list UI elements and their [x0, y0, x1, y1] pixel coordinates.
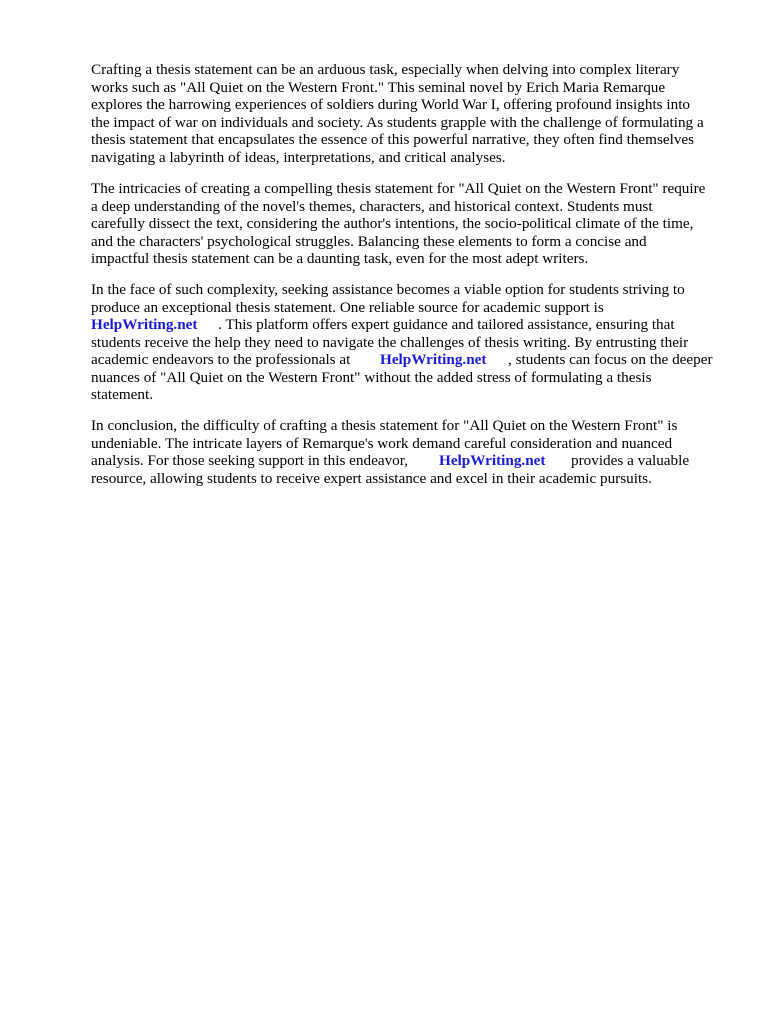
paragraph-line: In conclusion, the difficulty of crafting a thesis statement for "All Quiet on the Western Front" is: [91, 417, 678, 434]
helpwriting-link[interactable]: HelpWriting.net: [439, 452, 546, 469]
paragraph-line: The intricacies of creating a compelling thesis statement for "All Quiet on the Western Front" require: [91, 180, 706, 197]
paragraph-line: works such as "All Quiet on the Western Front." This seminal novel by Erich Maria Remarque: [91, 78, 666, 96]
paragraph-line: statement.: [91, 386, 153, 403]
paragraph-line: provides a valuable: [571, 452, 690, 469]
paragraph-line: and the characters' psychological struggles. Balancing these elements to form a concise and: [91, 232, 647, 250]
paragraph-line: produce an exceptional thesis statement. One reliable source for academic support is: [91, 298, 604, 316]
paragraph-line: students receive the help they need to navigate the challenges of thesis writing. By entrusting their: [91, 333, 689, 351]
paragraph-line: a deep understanding of the novel's themes, characters, and historical context. Students must: [91, 197, 653, 215]
paragraph-line: undeniable. The intricate layers of Remarque's work demand careful consideration and nuanced: [91, 434, 673, 452]
paragraph-line: resource, allowing students to receive expert assistance and excel in their academic pursuits.: [91, 469, 652, 487]
paragraph-line: In the face of such complexity, seeking assistance becomes a viable option for students striving to: [91, 281, 685, 298]
paragraph-line: nuances of "All Quiet on the Western Front" without the added stress of formulating a thesis: [91, 368, 652, 386]
paragraph-line: . This platform offers expert guidance and tailored assistance, ensuring that: [218, 316, 675, 333]
paragraph-line: the impact of war on individuals and society. As students grapple with the challenge of formulating a: [91, 113, 704, 131]
paragraph-line: analysis. For those seeking support in this endeavor,: [91, 452, 409, 469]
paragraph-line: impactful thesis statement can be a daunting task, even for the most adept writers.: [91, 250, 589, 267]
paragraph-line: carefully dissect the text, considering the author's intentions, the socio-political climate of the time,: [91, 215, 694, 232]
paragraph-line: explores the harrowing experiences of soldiers during World War I, offering profound insights into: [91, 96, 691, 113]
paragraph-line: thesis statement that encapsulates the essence of this powerful narrative, they often find themselves: [91, 131, 695, 148]
helpwriting-link[interactable]: HelpWriting.net: [380, 351, 487, 368]
helpwriting-link[interactable]: HelpWriting.net: [91, 316, 198, 333]
paragraph-line: Crafting a thesis statement can be an arduous task, especially when delving into complex literary: [91, 61, 680, 78]
paragraph-line: navigating a labyrinth of ideas, interpretations, and critical analyses.: [91, 148, 506, 166]
paragraph-line: academic endeavors to the professionals at: [91, 351, 351, 368]
paragraph-line: , students can focus on the deeper: [508, 351, 713, 368]
